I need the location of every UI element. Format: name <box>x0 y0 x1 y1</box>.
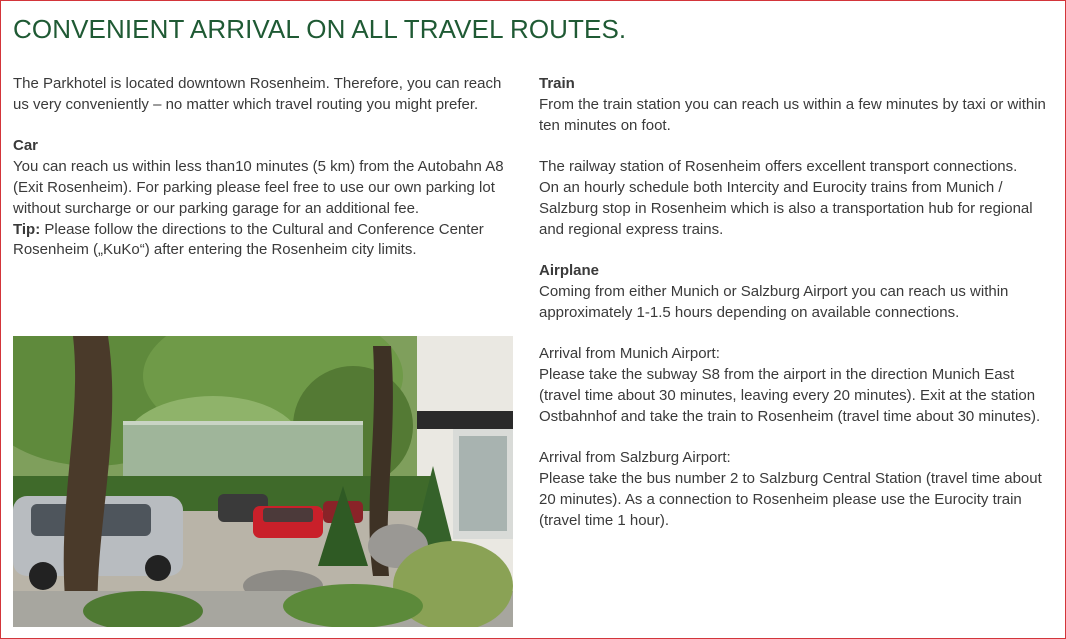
airplane-section <box>539 261 1049 323</box>
munich-airport-section <box>539 344 1049 427</box>
munich-airport-text: Please take the subway S8 from the airport in the direction Munich East (travel time about 30 minutes, leaving every 20 minutes). Exit at the station Ostbahnhof and take the train to Rosenheim (travel time about 30 minutes). <box>539 366 1041 425</box>
train-connections <box>539 157 1049 240</box>
tip-text: Please follow the directions to the Cultural and Conference Center Rosenheim („KuKo“) after entering the Rosenheim city limits. <box>13 220 484 259</box>
airplane-text: Coming from either Munich or Salzburg Airport you can reach us within approximately 1-1.5 hours depending on available connections. <box>539 282 1009 321</box>
munich-airport-heading: Arrival from Munich Airport: <box>539 345 720 363</box>
right-column <box>539 74 1049 552</box>
salzburg-airport-text: Please take the bus number 2 to Salzburg Central Station (travel time about 20 minutes). As a connection to Rosenheim please use the Eurocity train (travel time 1 hour). <box>539 470 1042 529</box>
salzburg-airport-section <box>539 448 1049 531</box>
hotel-parking-photo <box>13 336 513 627</box>
page-title: CONVENIENT ARRIVAL ON ALL TRAVEL ROUTES. <box>13 14 627 44</box>
train-heading: Train <box>539 75 575 92</box>
left-column <box>13 74 518 282</box>
car-section <box>13 136 518 261</box>
airplane-heading: Airplane <box>539 262 600 280</box>
intro-paragraph: The Parkhotel is located downtown Rosenheim. Therefore, you can reach us very conveniently – no matter which travel routing you might prefer. <box>13 75 502 113</box>
train-text-1: From the train station you can reach us within a few minutes by taxi or within ten minutes on foot. <box>539 95 1046 134</box>
tip-label: Tip: <box>13 220 41 238</box>
car-heading: Car <box>13 137 39 155</box>
train-section <box>539 74 1049 136</box>
train-text-3: On an hourly schedule both Intercity and Eurocity trains from Munich / Salzburg stop in Rosenheim which is also a transportation hub for regional and regional express trains. <box>539 178 1033 238</box>
car-text: You can reach us within less than10 minutes (5 km) from the Autobahn A8 (Exit Rosenheim). For parking please feel free to use our own parking lot without surcharge or our parking garage for an additional fee. <box>13 158 504 217</box>
train-text-2: The railway station of Rosenheim offers excellent transport connections. <box>539 158 1018 176</box>
salzburg-airport-heading: Arrival from Salzburg Airport: <box>539 449 731 467</box>
